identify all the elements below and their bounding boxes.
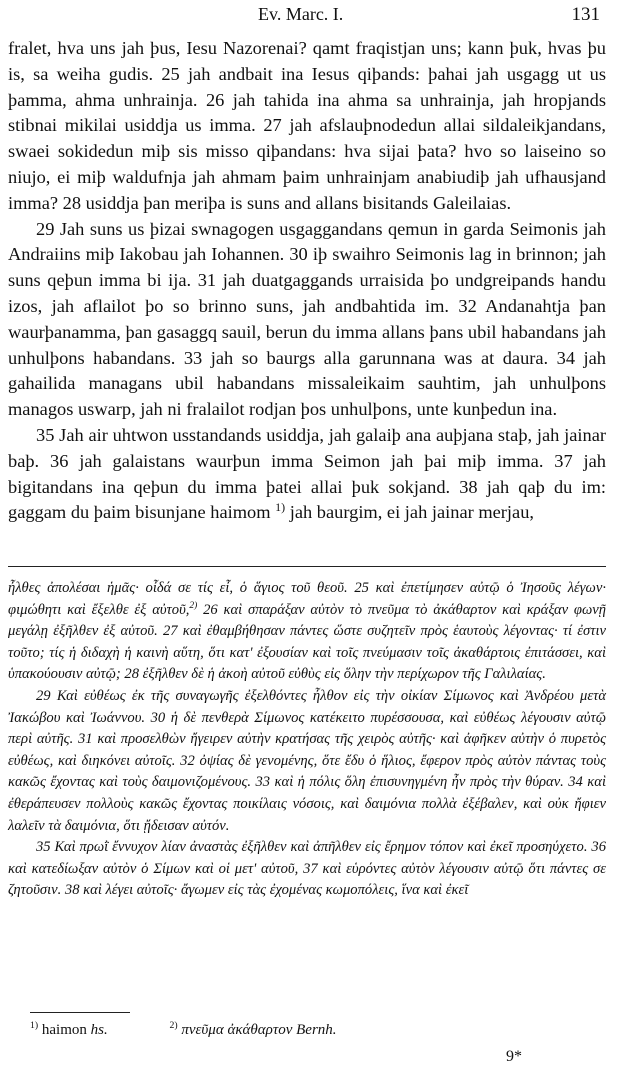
footnote-divider xyxy=(30,1012,130,1013)
footnote-1-mark: 1) xyxy=(30,1020,39,1031)
footnote-2-mark: 2) xyxy=(169,1020,178,1031)
footnotes xyxy=(30,1022,590,1039)
gothic-paragraph-3 xyxy=(8,423,606,526)
footnote-1-text: haimon xyxy=(41,1022,87,1038)
footnote-ref-1: 1) xyxy=(275,500,286,515)
footnote-1-source: hs. xyxy=(90,1022,108,1038)
gothic-paragraph-1: fralet, hva uns jah þus, Iesu Nazorenai? qamt fraqistjan uns; kann þuk, hvas þu is, sa weiha gudis. 25 jah andbait ina Iesus qiþands: þahai jah usgagg ut us þamma, ahma unhrainja. 26 jah tahida ina ahma sa unhrainja, jah hropjands stibnai mikilai usiddja us imma. 27 jah afslauþnodedun allai sildaleikjandans, swaei sokidedun miþ sis misso qiþandans: hva sijai þata? hvo so laiseino so niujo, ei miþ waldufnja jah ahmam þaim unhrainjam anabiudiþ jah ufhausjand imma? 28 usiddja þan meriþa is suns and allans bisitands Galeilaias. xyxy=(8,38,606,213)
gothic-paragraph-2: 29 Jah suns us þizai swnagogen usgaggandans qemun in garda Seimonis jah Andraiins miþ Iakobau jah Iohannen. 30 iþ swaihro Seimonis lag in brinnon; jah suns qeþun imma bi ija. 31 jah duatgaggands urraisida þo undgreipands handu izos, jah aflailot þo so brinno suns, jah andbahtida im. 32 Andanahtja þan waurþanamma, þan gasaggq sauil, berun du imma allans þans ubil habandans jah unhulþons habandans. 33 jah so baurgs alla garunnana was at daura. 34 jah gahailida managans ubil habandans missaleikaim sauhtim, jah unhulþons managos uswarp, jah ni fralailot rodjan þos unhulþons, unte kunþedun ina. xyxy=(8,218,606,420)
footnote-2 xyxy=(169,1022,336,1039)
greek-paragraph-1-tail: 26 καὶ σπαράξαν αὐτὸν τὸ πνεῦμα τὸ ἀκάθαρτον καὶ κράξαν φωνῇ μεγάλῃ ἐξῆλθεν ἐξ αὐτοῦ. 27 καὶ ἐθαμβήθησαν πάντες ὥστε συζητεῖν πρὸς ἑαυτοὺς λέγοντας· τί ἐστιν τοῦτο; τίς ἡ διδαχὴ ἡ καινὴ αὕτη, ὅτι κατ' ἐξουσίαν καὶ τοῖς πνεύμασιν τοῖς ἀκαθάρτοις ἐπιτάσσει, καὶ ὑπακούουσιν αὐτῷ; 28 ἐξῆλθεν δὲ ἡ ἀκοὴ αὐτοῦ εὐθὺς εἰς ὅλην τὴν περίχωρον τῆς Γαλιλαίας. xyxy=(8,601,606,683)
greek-paragraph-1-text: ἦλθες ἀπολέσαι ἡμᾶς· οἶδά σε τίς εἶ, ὁ ἅγιος τοῦ θεοῦ. 25 καὶ ἐπετίμησεν αὐτῷ ὁ Ἰησοῦς λέγων· φιμώθητι καὶ ἔξελθε ἐξ αὐτοῦ, xyxy=(8,580,606,618)
greek-paragraph-1 xyxy=(8,578,606,686)
greek-paragraph-2: 29 Καὶ εὐθέως ἐκ τῆς συναγωγῆς ἐξελθόντες ἦλθον εἰς τὴν οἰκίαν Σίμωνος καὶ Ἀνδρέου μετὰ Ἰακώβου καὶ Ἰωάννου. 30 ἡ δὲ πενθερὰ Σίμωνος κατέκειτο πυρέσσουσα, καὶ εὐθέως λέγουσιν αὐτῷ περὶ αὐτῆς. 31 καὶ προσελθὼν ἤγειρεν αὐτὴν κρατήσας τῆς χειρὸς αὐτῆς· καὶ ἀφῆκεν αὐτὴν ὁ πυρετὸς εὐθέως, καὶ διηκόνει αὐτοῖς. 32 ὀψίας δὲ γενομένης, ὅτε ἔδυ ὁ ἥλιος, ἔφερον πρὸς αὐτὸν πάντας τοὺς κακῶς ἔχοντας καὶ τοὺς δαιμονιζομένους. 33 καὶ ἡ πόλις ὅλη ἐπισυνηγμένη ἦν πρὸς τὴν θύραν. 34 καὶ ἐθεράπευσεν πολλοὺς κακῶς ἔχοντας ποικίλαις νόσοις, καὶ δαιμόνια πολλὰ ἐξέβαλεν, καὶ οὐκ ἤφιεν λαλεῖν τὰ δαιμόνια, ὅτι ᾔδεισαν αὐτόν. xyxy=(8,687,606,834)
gothic-text-block xyxy=(8,36,606,526)
footnote-1 xyxy=(30,1022,108,1039)
section-divider xyxy=(8,566,606,567)
greek-text-block xyxy=(8,578,606,902)
running-header xyxy=(0,4,624,30)
greek-paragraph-3: 35 Καὶ πρωῒ ἔννυχον λίαν ἀναστὰς ἐξῆλθεν καὶ ἀπῆλθεν εἰς ἔρημον τόπον καὶ ἐκεῖ προσηύχετο. 36 καὶ κατεδίωξαν αὐτὸν ὁ Σίμων καὶ οἱ μετ' αὐτοῦ, 37 καὶ εὑρόντες αὐτὸν λέγουσιν αὐτῷ ὅτι πάντες σε ζητοῦσιν. 38 καὶ λέγει αὐτοῖς· ἄγωμεν εἰς τὰς ἐχομένας κωμοπόλεις, ἵνα καὶ ἐκεῖ xyxy=(8,839,606,899)
footnote-ref-2: 2) xyxy=(189,600,198,611)
signature-mark: 9* xyxy=(506,1048,522,1065)
footnote-2-text: πνεῦμα ἀκάθαρτον xyxy=(181,1022,293,1038)
page-number: 131 xyxy=(571,4,600,25)
gothic-paragraph-3-text: 35 Jah air uhtwon usstandands usiddja, jah galaiþ ana auþjana staþ, jah jainar baþ. 36 jah galaistans waurþun imma Seimon jah þai miþ imma. 37 jah bigitandans ina qeþun du imma þatei allai þuk sokjand. 38 jah qaþ du im: gaggam du þaim bisunjane haimom xyxy=(8,424,606,523)
footnote-2-source: Bernh. xyxy=(296,1022,337,1038)
running-title: Ev. Marc. I. xyxy=(258,4,344,24)
gothic-paragraph-3-tail: jah baurgim, ei jah jainar merjau, xyxy=(289,502,534,523)
